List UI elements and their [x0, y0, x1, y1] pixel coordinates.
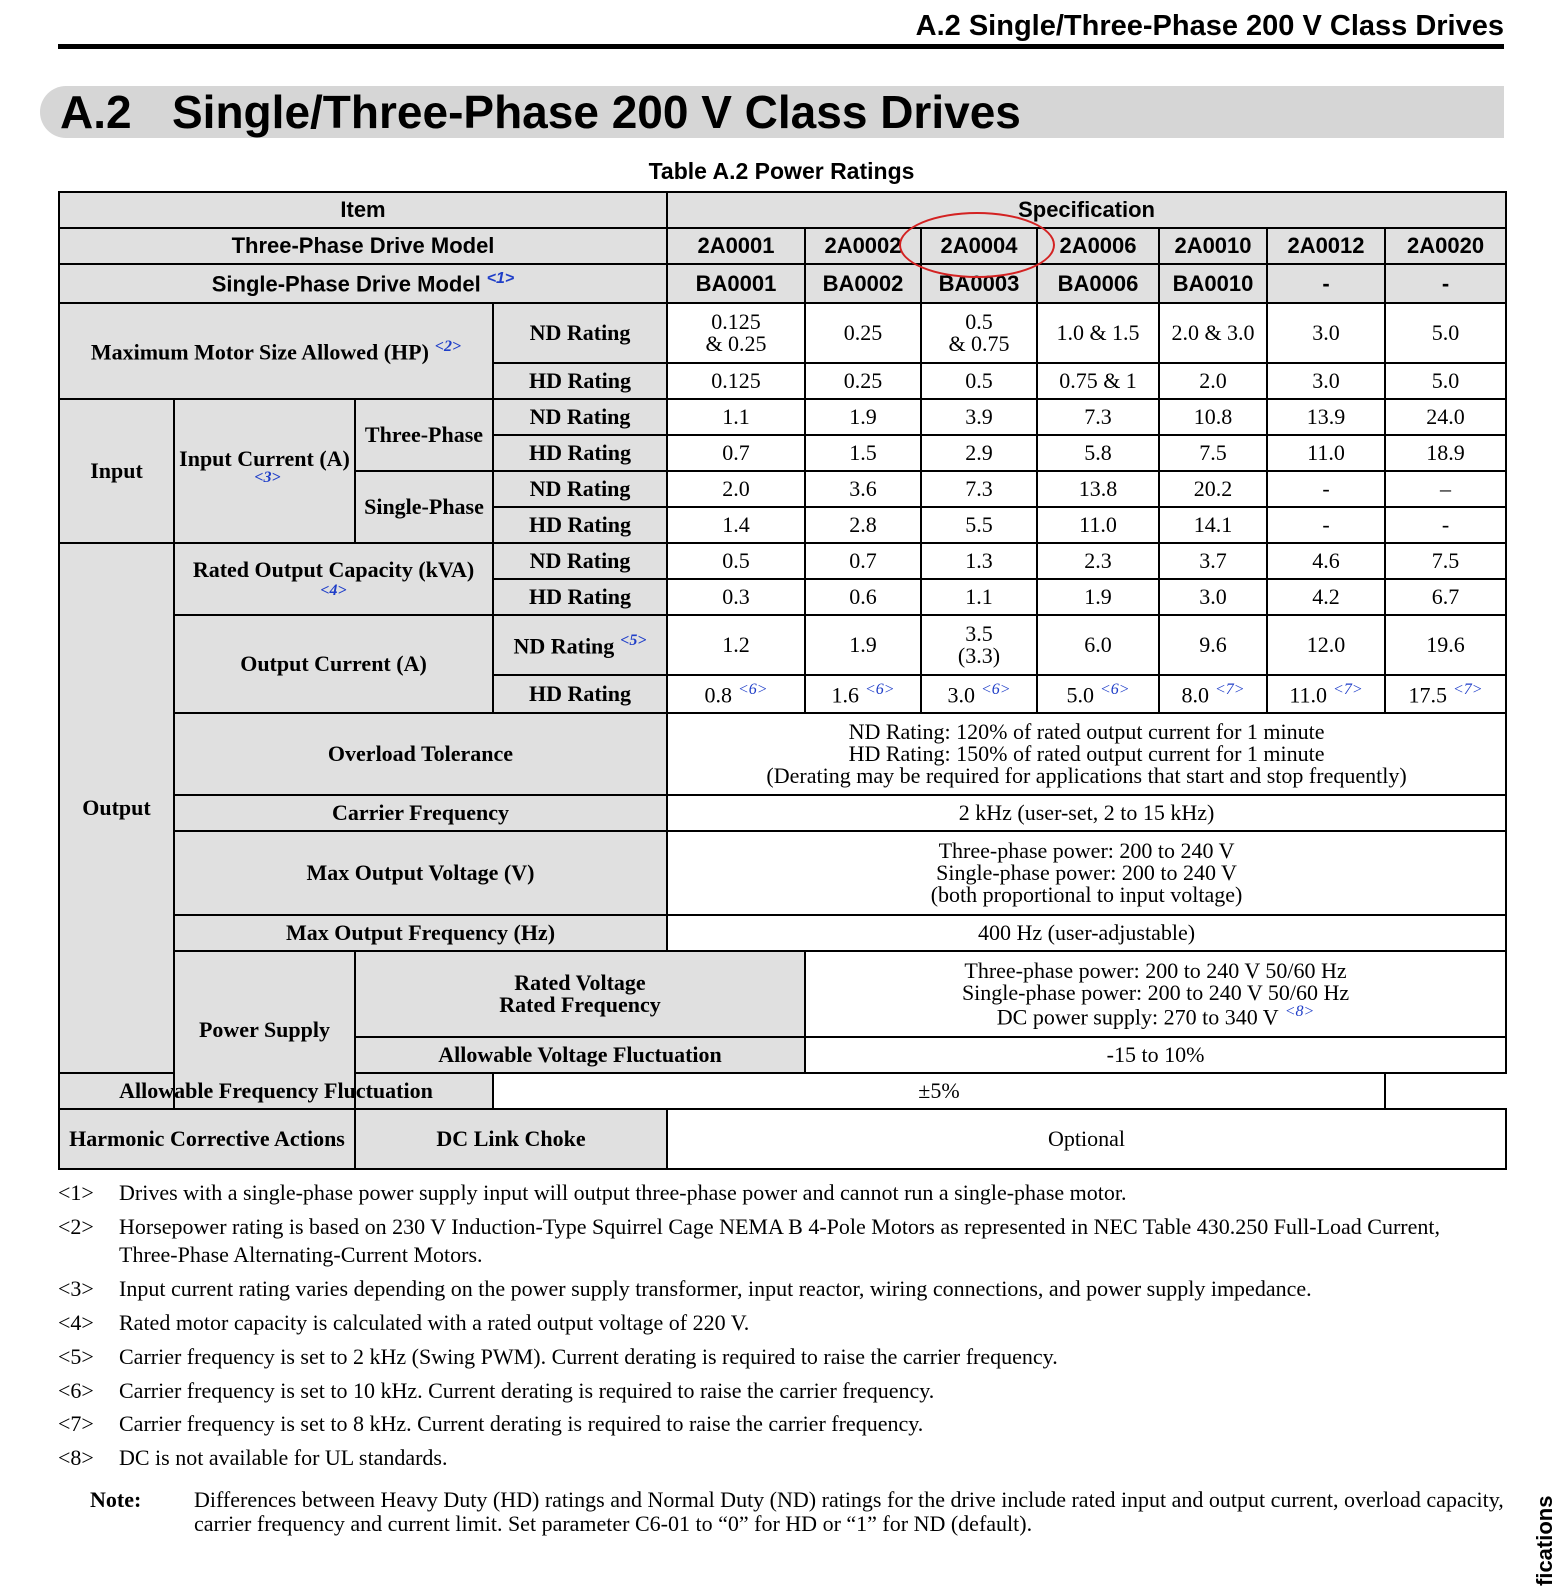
capacity-hd-cell: 1.9: [1037, 579, 1159, 615]
motor-nd-row: [59, 303, 1506, 363]
motor-hd-cell: 0.125: [667, 363, 805, 399]
footnote-text: Rated motor capacity is calculated with a rated output voltage of 220 V.: [119, 1310, 750, 1335]
capacity-nd-cell: 0.7: [805, 543, 921, 579]
hd-rating-label: HD Rating: [493, 435, 667, 471]
input-1-hd-cell: 11.0: [1037, 507, 1159, 543]
output-current-nd-cell: 1.2: [667, 615, 805, 675]
freq-fluct-row: [59, 1073, 1506, 1109]
max-output-frequency-row: [59, 915, 1506, 951]
three-phase-model-row: [59, 228, 1506, 264]
motor-nd-cell: 1.0 & 1.5: [1037, 303, 1159, 363]
motor-nd-cell: 2.0 & 3.0: [1159, 303, 1267, 363]
rated-voltage-line: Three-phase power: 200 to 240 V 50/60 Hz: [964, 957, 1347, 983]
footnote: [58, 1410, 1498, 1438]
max-motor-label: Maximum Motor Size Allowed (HP): [90, 339, 429, 365]
motor-hd-cell: 3.0: [1267, 363, 1385, 399]
overload-line: (Derating may be required for applications that start and stop frequently): [766, 763, 1407, 788]
input-3-nd-cell: 24.0: [1385, 399, 1506, 435]
input-3-hd-cell: 7.5: [1159, 435, 1267, 471]
motor-hd-cell: 2.0: [1159, 363, 1267, 399]
rated-output-capacity-label: Rated Output Capacity (kVA): [192, 557, 475, 582]
nd-rating-label: ND Rating: [493, 543, 667, 579]
power-ratings-table: [58, 191, 1507, 1170]
output-current-hd-cell: [1385, 675, 1506, 713]
output-current-nd-cell: 9.6: [1159, 615, 1267, 675]
input-1-nd-cell: 20.2: [1159, 471, 1267, 507]
output-current-hd-value: 17.5: [1408, 682, 1447, 708]
input-3-hd-cell: 0.7: [667, 435, 805, 471]
output-current-hd-cell: [667, 675, 805, 713]
single-phase-model-label-cell: [59, 264, 667, 303]
footnote-ref: <7>: [1333, 680, 1363, 698]
single-phase-label: Single-Phase: [355, 471, 493, 543]
footnote-text: Horsepower rating is based on 230 V Induction-Type Squirrel Cage NEMA B 4-Pole Motors as represented in NEC Table 430.250 Full-Load Current, Three-Phase Alternating-Current Motors.: [119, 1214, 1440, 1267]
single-phase-model: BA0002: [805, 264, 921, 303]
footnote: [58, 1213, 1498, 1269]
output-current-hd-value: 3.0: [947, 682, 975, 708]
overload-line: HD Rating: 150% of rated output current for 1 minute: [848, 741, 1325, 766]
motor-nd-cell: 0.125 & 0.25: [667, 303, 805, 363]
footnote-key: <4>: [58, 1310, 94, 1335]
rated-output-capacity-cell: [174, 543, 493, 615]
rated-voltage-line: Single-phase power: 200 to 240 V 50/60 Hz: [961, 979, 1350, 1005]
single-phase-model: BA0010: [1159, 264, 1267, 303]
three-phase-model-label: Three-Phase Drive Model: [59, 228, 667, 264]
output-current-label: Output Current (A): [174, 615, 493, 713]
running-header: [58, 6, 1504, 49]
output-current-nd-cell: 1.9: [805, 615, 921, 675]
rated-voltage-row: [59, 951, 1506, 1037]
capacity-nd-cell: 4.6: [1267, 543, 1385, 579]
footnote-ref: <5>: [620, 631, 647, 649]
motor-nd-cell: 0.5 & 0.75: [921, 303, 1037, 363]
output-current-hd-value: 1.6: [831, 682, 859, 708]
rated-voltage-frequency-cell: [355, 951, 805, 1037]
output-current-nd-cell: 19.6: [1385, 615, 1506, 675]
footnote-ref: <6>: [1099, 680, 1130, 698]
input-3-nd-row: [59, 399, 1506, 435]
max-voltage-line: (both proportional to input voltage): [930, 882, 1243, 907]
hd-rating-label: HD Rating: [493, 675, 667, 713]
input-label: Input: [59, 399, 174, 543]
footnote-ref: <1>: [486, 270, 515, 288]
input-3-nd-cell: 3.9: [921, 399, 1037, 435]
three-phase-model: 2A0001: [667, 228, 805, 264]
overload-tolerance-value: [667, 713, 1506, 795]
single-phase-model: BA0003: [921, 264, 1037, 303]
footnote: [58, 1343, 1498, 1371]
input-3-nd-cell: 7.3: [1037, 399, 1159, 435]
input-1-nd-cell: –: [1385, 471, 1506, 507]
motor-nd-cell: 5.0: [1385, 303, 1506, 363]
hd-rating-label: HD Rating: [493, 579, 667, 615]
input-3-hd-cell: 1.5: [805, 435, 921, 471]
carrier-frequency-value: 2 kHz (user-set, 2 to 15 kHz): [667, 795, 1506, 831]
input-3-nd-cell: 1.9: [805, 399, 921, 435]
input-3-nd-cell: 10.8: [1159, 399, 1267, 435]
footnote-text: Input current rating varies depending on the power supply transformer, input reactor, wiring connections, and power supply impedance.: [119, 1276, 1312, 1301]
motor-hd-cell: 5.0: [1385, 363, 1506, 399]
footnote-ref: <6>: [980, 680, 1011, 698]
input-3-hd-cell: 11.0: [1267, 435, 1385, 471]
single-phase-model: -: [1385, 264, 1506, 303]
harmonic-row: [59, 1109, 1506, 1169]
input-1-nd-cell: 7.3: [921, 471, 1037, 507]
footnote: [58, 1309, 1498, 1337]
footnote-key: <8>: [58, 1445, 94, 1470]
three-phase-model: 2A0010: [1159, 228, 1267, 264]
input-1-nd-cell: 3.6: [805, 471, 921, 507]
three-phase-model: 2A0006: [1037, 228, 1159, 264]
footnote-ref: <7>: [1214, 680, 1245, 698]
nd-rating-ref-cell: [493, 615, 667, 675]
three-phase-model: 2A0002: [805, 228, 921, 264]
allowable-frequency-fluctuation-value: ±5%: [493, 1073, 1385, 1109]
side-tab: [1526, 1490, 1563, 1586]
output-current-hd-value: 5.0: [1066, 682, 1094, 708]
nd-rating-label: ND Rating: [513, 633, 615, 659]
rated-voltage-label: Rated Voltage: [514, 970, 646, 995]
specification-header: Specification: [667, 192, 1506, 228]
footnote-ref: <4>: [320, 582, 347, 599]
harmonic-corrective-actions-label: Harmonic Corrective Actions: [59, 1109, 355, 1169]
footnote-text: Carrier frequency is set to 8 kHz. Current derating is required to raise the carrier frequency.: [119, 1411, 924, 1436]
single-phase-model-label: Single-Phase Drive Model: [211, 271, 481, 297]
input-current-label-cell: [174, 399, 355, 543]
motor-hd-cell: 0.25: [805, 363, 921, 399]
input-1-hd-cell: -: [1267, 507, 1385, 543]
footnote-key: <2>: [58, 1214, 94, 1239]
max-voltage-line: Three-phase power: 200 to 240 V: [938, 838, 1235, 863]
output-current-hd-cell: [1267, 675, 1385, 713]
footnote-text: DC is not available for UL standards.: [119, 1445, 448, 1470]
rated-voltage-value: [805, 951, 1506, 1037]
nd-rating-label: ND Rating: [493, 399, 667, 435]
input-1-hd-cell: 5.5: [921, 507, 1037, 543]
footnote-key: <5>: [58, 1344, 94, 1369]
capacity-nd-cell: 7.5: [1385, 543, 1506, 579]
input-3-hd-cell: 2.9: [921, 435, 1037, 471]
running-header-title: A.2 Single/Three-Phase 200 V Class Drives: [915, 10, 1504, 42]
hd-rating-label: HD Rating: [493, 363, 667, 399]
table-caption: Table A.2 Power Ratings: [648, 158, 915, 184]
input-3-hd-cell: 18.9: [1385, 435, 1506, 471]
capacity-nd-row: [59, 543, 1506, 579]
output-current-nd-cell: 12.0: [1267, 615, 1385, 675]
three-phase-label: Three-Phase: [355, 399, 493, 471]
output-current-hd-cell: [1037, 675, 1159, 713]
three-phase-model: 2A0012: [1267, 228, 1385, 264]
motor-nd-cell: 0.25: [805, 303, 921, 363]
overload-line: ND Rating: 120% of rated output current for 1 minute: [848, 719, 1325, 744]
section-title: Single/Three-Phase 200 V Class Drives: [172, 86, 1021, 138]
note: [90, 1488, 1510, 1536]
footnote-ref: <8>: [1284, 1002, 1315, 1020]
nd-rating-label: ND Rating: [493, 303, 667, 363]
max-motor-label-cell: [59, 303, 493, 399]
three-phase-model: 2A0020: [1385, 228, 1506, 264]
footnote-key: <6>: [58, 1378, 94, 1403]
capacity-nd-cell: 0.5: [667, 543, 805, 579]
footnote-ref: <6>: [864, 680, 895, 698]
footnote-text: Drives with a single-phase power supply input will output three-phase power and cannot run a single-phase motor.: [119, 1180, 1127, 1205]
red-circle-annotation: [899, 212, 1055, 278]
single-phase-model: BA0001: [667, 264, 805, 303]
motor-hd-cell: 0.75 & 1: [1037, 363, 1159, 399]
footnote-key: <1>: [58, 1180, 94, 1205]
capacity-hd-cell: 6.7: [1385, 579, 1506, 615]
input-3-nd-cell: 13.9: [1267, 399, 1385, 435]
capacity-hd-cell: 0.6: [805, 579, 921, 615]
allowable-frequency-fluctuation-label: Allowable Frequency Fluctuation: [59, 1073, 493, 1109]
footnote-key: <7>: [58, 1411, 94, 1436]
max-voltage-line: Single-phase power: 200 to 240 V: [936, 860, 1237, 885]
note-label: Note:: [90, 1487, 142, 1512]
input-3-nd-cell: 1.1: [667, 399, 805, 435]
output-current-hd-value: 11.0: [1289, 682, 1328, 708]
motor-nd-cell: 3.0: [1267, 303, 1385, 363]
max-output-voltage-label: Max Output Voltage (V): [174, 831, 667, 915]
capacity-hd-cell: 4.2: [1267, 579, 1385, 615]
max-output-voltage-row: [59, 831, 1506, 915]
power-supply-label: Power Supply: [174, 951, 355, 1109]
max-output-voltage-value: [667, 831, 1506, 915]
capacity-nd-cell: 1.3: [921, 543, 1037, 579]
footnote-ref: <2>: [434, 337, 462, 355]
rated-voltage-line: DC power supply: 270 to 340 V: [996, 1004, 1279, 1030]
footnote: [58, 1179, 1498, 1207]
output-current-hd-cell: [1159, 675, 1267, 713]
input-1-hd-cell: 2.8: [805, 507, 921, 543]
footnote-text: Carrier frequency is set to 10 kHz. Current derating is required to raise the carrier frequency.: [119, 1378, 935, 1403]
capacity-hd-cell: 0.3: [667, 579, 805, 615]
output-current-nd-row: [59, 615, 1506, 675]
note-text: Differences between Heavy Duty (HD) ratings and Normal Duty (ND) ratings for the drive include rated input and output current, overload capacity, carrier frequency and current limit. Set parameter C6-01 to “0” for HD or “1” for ND (default).: [194, 1487, 1504, 1536]
carrier-frequency-label: Carrier Frequency: [174, 795, 667, 831]
footnote-ref: <3>: [254, 468, 281, 486]
output-current-nd-cell: 3.5 (3.3): [921, 615, 1037, 675]
capacity-nd-cell: 2.3: [1037, 543, 1159, 579]
footnote: [58, 1377, 1498, 1405]
item-header: Item: [59, 192, 667, 228]
input-3-hd-cell: 5.8: [1037, 435, 1159, 471]
overload-tolerance-label: Overload Tolerance: [174, 713, 667, 795]
input-1-hd-cell: -: [1385, 507, 1506, 543]
input-1-nd-cell: -: [1267, 471, 1385, 507]
capacity-hd-cell: 1.1: [921, 579, 1037, 615]
footnote-ref: <6>: [737, 680, 768, 698]
three-phase-model: 2A0004: [921, 228, 1037, 264]
output-current-hd-value: 8.0: [1181, 682, 1209, 708]
input-1-nd-cell: 2.0: [667, 471, 805, 507]
input-1-nd-cell: 13.8: [1037, 471, 1159, 507]
input-1-hd-cell: 14.1: [1159, 507, 1267, 543]
input-current-label: Input Current (A): [179, 445, 350, 471]
capacity-nd-cell: 3.7: [1159, 543, 1267, 579]
dc-link-choke-value: Optional: [667, 1109, 1506, 1169]
output-current-hd-cell: [921, 675, 1037, 713]
output-current-hd-value: 0.8: [704, 682, 732, 708]
max-output-frequency-value: 400 Hz (user-adjustable): [667, 915, 1506, 951]
section-number: A.2: [60, 86, 132, 138]
rated-voltage-line-dc: [808, 1004, 1503, 1028]
hd-rating-label: HD Rating: [493, 507, 667, 543]
output-current-nd-cell: 6.0: [1037, 615, 1159, 675]
footnote-ref: <7>: [1452, 680, 1483, 698]
nd-rating-label: ND Rating: [493, 471, 667, 507]
dc-link-choke-label: DC Link Choke: [355, 1109, 667, 1169]
side-tab-label: fications: [1532, 1495, 1557, 1586]
allowable-voltage-fluctuation-value: -15 to 10%: [805, 1037, 1506, 1073]
input-1-hd-cell: 1.4: [667, 507, 805, 543]
single-phase-model: BA0006: [1037, 264, 1159, 303]
single-phase-model-row: [59, 264, 1506, 303]
footnote-key: <3>: [58, 1276, 94, 1301]
output-current-hd-cell: [805, 675, 921, 713]
single-phase-model: -: [1267, 264, 1385, 303]
allowable-voltage-fluctuation-label: Allowable Voltage Fluctuation: [355, 1037, 805, 1073]
footnote-text: Carrier frequency is set to 2 kHz (Swing PWM). Current derating is required to raise the carrier frequency.: [119, 1344, 1058, 1369]
carrier-frequency-row: [59, 795, 1506, 831]
capacity-hd-cell: 3.0: [1159, 579, 1267, 615]
motor-hd-cell: 0.5: [921, 363, 1037, 399]
footnote: [58, 1275, 1498, 1303]
footnote: [58, 1444, 1498, 1472]
rated-frequency-label: Rated Frequency: [499, 992, 661, 1017]
output-label: Output: [59, 543, 174, 1073]
overload-row: [59, 713, 1506, 795]
max-output-frequency-label: Max Output Frequency (Hz): [174, 915, 667, 951]
